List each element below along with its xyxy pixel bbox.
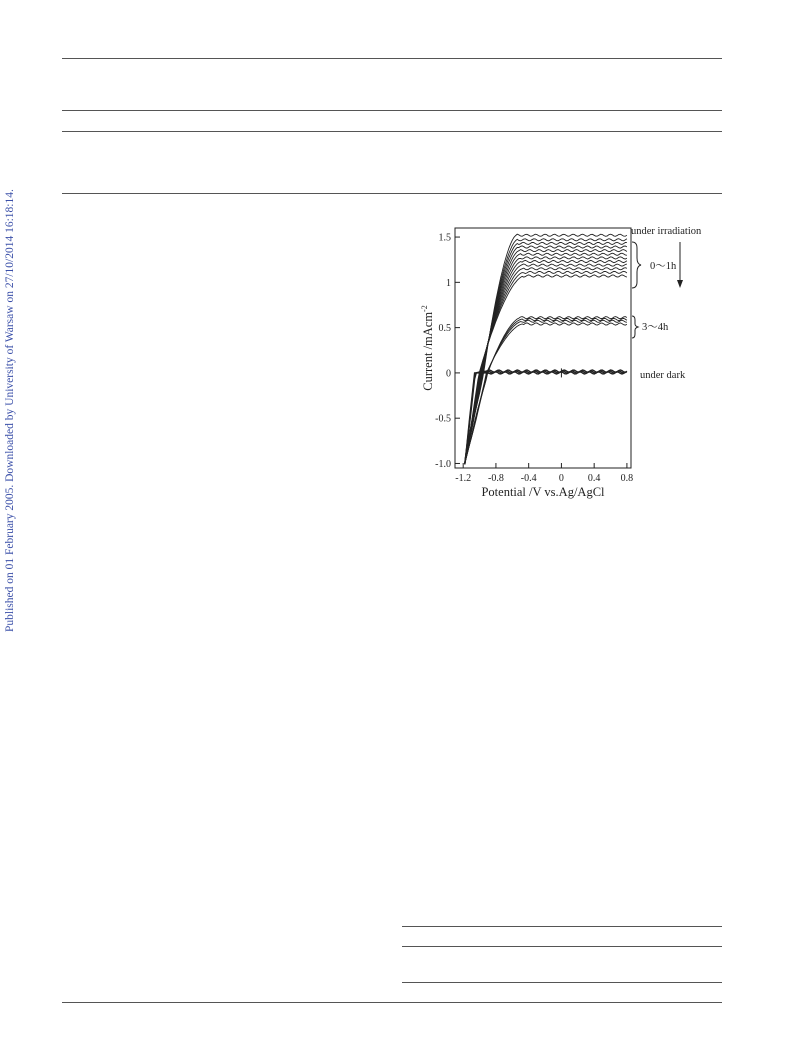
brace-3-4h [632,316,638,338]
cv-trace-0-1h [465,246,627,464]
y-tick-label: 1.5 [438,232,451,244]
cv-trace-0-1h [465,264,627,464]
footer-rule-2 [402,946,722,947]
annotation-under-dark: under dark [640,370,686,381]
x-tick-label: -0.8 [488,473,504,484]
header-rule-3 [62,131,722,132]
x-tick-label: -0.4 [520,473,537,484]
cv-trace-0-1h [465,268,627,464]
curves-layer [465,234,627,464]
cv-trace-0-1h [465,257,627,463]
download-watermark: Published on 01 February 2005. Downloaded by University of Warsaw on 27/10/2014 16:18:14. [4,189,16,632]
footer-rule-4 [62,1002,722,1003]
cv-trace-0-1h [465,234,627,463]
x-tick-label: -1.2 [455,473,472,484]
annotation-0-1h: 0～1h [650,261,677,272]
header-rule-2 [62,110,722,111]
y-tick-label: 0.5 [438,323,451,335]
cv-trace-dark [465,372,627,465]
header-rule-4 [62,193,722,194]
time-arrow-head [677,280,683,288]
footer-rule-1 [402,926,722,927]
y-tick-label: -0.5 [435,413,451,425]
axis-ticks [435,233,633,484]
cv-trace-0-1h [465,260,627,464]
cv-trace-3-4h [465,323,627,463]
annotation-under-irradiation: under irradiation [631,226,702,237]
footer-rule-3 [402,982,722,983]
x-tick-label: 0.4 [587,473,601,484]
y-tick-label: 1 [446,277,451,289]
x-tick-label: 0 [558,473,564,484]
y-tick-label: -1.0 [435,458,451,470]
cv-trace-dark [465,371,627,464]
cv-trace-0-1h [465,250,627,463]
x-axis-label: Potential /V vs.Ag/AgCl [481,485,605,499]
y-axis-label: Current /mAcm$^{-2}$ [420,305,435,391]
header-rule-1 [62,58,722,59]
x-tick-label: 0.8 [620,473,634,484]
cv-trace-dark [465,370,627,463]
annotation-3-4h: 3～4h [642,322,669,333]
cyclic-voltammogram-chart [410,218,730,508]
y-tick-label: 0 [446,368,451,380]
brace-0-1h [632,242,641,288]
cv-trace-0-1h [465,253,627,462]
